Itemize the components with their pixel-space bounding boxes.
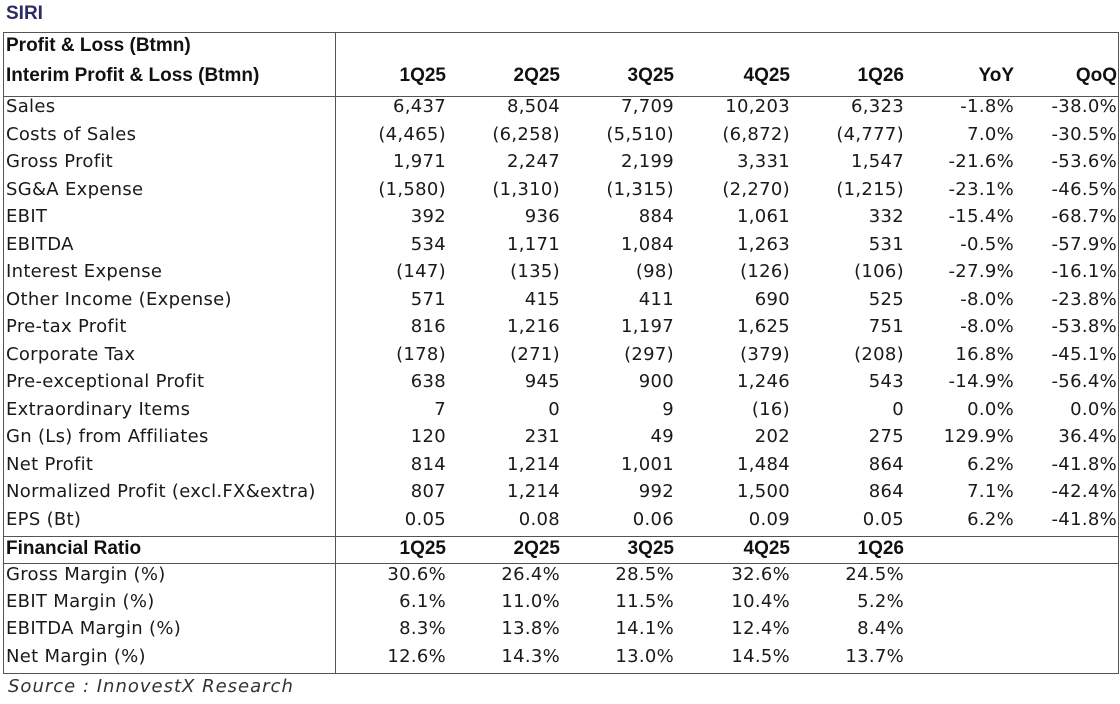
column-header: YoY (978, 65, 1014, 86)
qoq-cell: -42.4% (1051, 481, 1117, 502)
yoy-cell: -8.0% (960, 288, 1014, 310)
row-label: Extraordinary Items (6, 398, 191, 420)
row-label: Gross Margin (%) (6, 564, 166, 585)
ratio-title: Financial Ratio (6, 538, 142, 559)
row-label: Other Income (Expense) (6, 288, 232, 310)
table-cell: 6,323 (850, 96, 904, 117)
qoq-cell: -23.8% (1051, 288, 1117, 310)
table-cell: 0 (548, 398, 560, 420)
table-cell: 3,331 (736, 151, 790, 172)
qoq-cell: 36.4% (1058, 426, 1117, 447)
yoy-cell: 7.1% (967, 481, 1014, 502)
table-cell: 202 (754, 426, 790, 447)
table-cell: 10.4% (731, 591, 790, 613)
yoy-cell: 6.2% (967, 453, 1014, 475)
row-label: SG&A Expense (6, 178, 144, 200)
yoy-cell: 6.2% (967, 508, 1014, 530)
qoq-cell: -41.8% (1051, 453, 1117, 475)
table-cell: 30.6% (387, 564, 446, 585)
profit-loss-table (3, 32, 1119, 674)
table-cell: 1,061 (736, 206, 790, 227)
table-cell: 1,214 (506, 453, 560, 475)
table-cell: 9 (662, 398, 674, 420)
table-cell: 332 (868, 206, 904, 227)
qoq-cell: 0.0% (1070, 398, 1117, 420)
yoy-cell: 16.8% (955, 343, 1014, 365)
yoy-cell: -8.0% (960, 316, 1014, 337)
row-label: EBIT (6, 206, 48, 227)
row-label: Pre-tax Profit (6, 316, 127, 337)
yoy-cell: -1.8% (960, 96, 1014, 117)
table-cell: (297) (624, 343, 674, 365)
table-cell: (98) (635, 261, 674, 282)
table-row (4, 261, 1120, 289)
table-cell: 1,214 (506, 481, 560, 502)
table-cell: (6,872) (722, 123, 790, 145)
table-cell: 531 (868, 233, 904, 255)
table-cell: (1,315) (606, 178, 674, 200)
table-cell: 8.4% (857, 618, 904, 640)
row-label: EBIT Margin (%) (6, 591, 155, 613)
table-cell: 120 (410, 426, 446, 447)
table-row (4, 124, 1120, 152)
table-cell: 638 (410, 371, 446, 392)
table-cell: 14.5% (731, 645, 790, 667)
table-cell: 1,171 (506, 233, 560, 255)
table-cell: 884 (638, 206, 674, 227)
table-row (4, 234, 1120, 262)
qoq-cell: -46.5% (1051, 178, 1117, 200)
table-cell: 936 (524, 206, 560, 227)
table-cell: 1,625 (736, 316, 790, 337)
table-cell: 10,203 (725, 96, 790, 117)
row-label: EBITDA Margin (%) (6, 618, 182, 640)
table-cell: 26.4% (501, 564, 560, 585)
yoy-cell: 129.9% (943, 426, 1014, 447)
table-cell: 807 (410, 481, 446, 502)
table-cell: 6,437 (392, 96, 446, 117)
table-cell: (379) (740, 343, 790, 365)
table-cell: 1,084 (620, 233, 674, 255)
table-cell: 0.05 (404, 508, 446, 530)
ratio-column-header: 1Q26 (857, 538, 904, 559)
table-row (4, 151, 1120, 179)
table-cell: 814 (410, 453, 446, 475)
ratio-header-row (4, 538, 1120, 564)
table-cell: 0 (892, 398, 904, 420)
table-cell: (208) (854, 343, 904, 365)
table-cell: 1,484 (736, 453, 790, 475)
ratio-column-header: 1Q25 (399, 538, 446, 559)
table-row (4, 371, 1120, 399)
table-cell: 0.06 (632, 508, 674, 530)
table-cell: (1,310) (492, 178, 560, 200)
table-cell: (126) (740, 261, 790, 282)
yoy-cell: 0.0% (967, 398, 1014, 420)
column-header: 2Q25 (513, 65, 560, 86)
table-cell: 1,263 (736, 233, 790, 255)
table-row (4, 179, 1120, 207)
ratio-row (4, 564, 1120, 591)
table-cell: (1,580) (378, 178, 446, 200)
qoq-cell: -41.8% (1051, 508, 1117, 530)
row-label: Net Profit (6, 453, 94, 475)
ratio-column-header: 3Q25 (627, 538, 674, 559)
table-cell: 24.5% (845, 564, 904, 585)
source-note: Source : InnovestX Research (8, 676, 294, 697)
table-cell: 7 (434, 398, 446, 420)
row-label: Costs of Sales (6, 123, 137, 145)
table-cell: (2,270) (722, 178, 790, 200)
row-label: Normalized Profit (excl.FX&extra) (6, 481, 316, 502)
column-header: 1Q25 (399, 65, 446, 86)
yoy-cell: -23.1% (948, 178, 1014, 200)
table-cell: 1,971 (392, 151, 446, 172)
yoy-cell: -0.5% (960, 233, 1014, 255)
row-label: EBITDA (6, 233, 74, 255)
yoy-cell: -21.6% (948, 151, 1014, 172)
qoq-cell: -56.4% (1051, 371, 1117, 392)
row-label: Sales (6, 96, 56, 117)
table-row (4, 96, 1120, 124)
table-cell: 49 (650, 426, 674, 447)
ratio-column-header: 4Q25 (743, 538, 790, 559)
table-cell: (5,510) (606, 123, 674, 145)
table-cell: 13.7% (845, 645, 904, 667)
table-cell: 0.05 (862, 508, 904, 530)
qoq-cell: -53.8% (1051, 316, 1117, 337)
table-cell: 864 (868, 453, 904, 475)
table-cell: 415 (524, 288, 560, 310)
table-cell: 11.5% (615, 591, 674, 613)
table-cell: 1,216 (506, 316, 560, 337)
table-cell: (4,465) (378, 123, 446, 145)
table-cell: 28.5% (615, 564, 674, 585)
table-row (4, 426, 1120, 454)
yoy-cell: 7.0% (967, 123, 1014, 145)
qoq-cell: -30.5% (1051, 123, 1117, 145)
table-cell: 411 (638, 288, 674, 310)
table-cell: 864 (868, 481, 904, 502)
table-cell: 2,199 (620, 151, 674, 172)
table-cell: (16) (751, 398, 790, 420)
ratio-row (4, 646, 1120, 673)
row-label: Gn (Ls) from Affiliates (6, 426, 209, 447)
qoq-cell: -68.7% (1051, 206, 1117, 227)
table-cell: 12.4% (731, 618, 790, 640)
table-row (4, 509, 1120, 537)
table-cell: 14.1% (615, 618, 674, 640)
table-row (4, 454, 1120, 482)
table-cell: (4,777) (836, 123, 904, 145)
header-row-1 (4, 35, 1120, 65)
table-cell: 816 (410, 316, 446, 337)
qoq-cell: -16.1% (1051, 261, 1117, 282)
table-cell: 275 (868, 426, 904, 447)
table-cell: 13.8% (501, 618, 560, 640)
table-cell: 1,197 (620, 316, 674, 337)
table-cell: 690 (754, 288, 790, 310)
table-cell: 1,547 (850, 151, 904, 172)
yoy-cell: -27.9% (948, 261, 1014, 282)
row-label: Corporate Tax (6, 343, 136, 365)
table-cell: 7,709 (620, 96, 674, 117)
row-label: EPS (Bt) (6, 508, 82, 530)
table-title: Profit & Loss (Btmn) (6, 35, 191, 56)
table-cell: 14.3% (501, 645, 560, 667)
table-cell: (271) (510, 343, 560, 365)
table-cell: 12.6% (387, 645, 446, 667)
row-label: Gross Profit (6, 151, 113, 172)
table-cell: (6,258) (492, 123, 560, 145)
table-cell: 525 (868, 288, 904, 310)
table-row (4, 289, 1120, 317)
table-cell: 5.2% (857, 591, 904, 613)
header-row-2 (4, 65, 1120, 95)
row-label: Net Margin (%) (6, 645, 146, 667)
table-cell: (147) (396, 261, 446, 282)
table-cell: 945 (524, 371, 560, 392)
ratio-column-header: 2Q25 (513, 538, 560, 559)
column-header: 1Q26 (857, 65, 904, 86)
row-label: Interest Expense (6, 261, 163, 282)
table-row (4, 399, 1120, 427)
ratio-row (4, 618, 1120, 645)
company-ticker: SIRI (6, 3, 43, 24)
table-cell: 0.08 (518, 508, 560, 530)
qoq-cell: -38.0% (1051, 96, 1117, 117)
row-label: Pre-exceptional Profit (6, 371, 205, 392)
table-cell: 8.3% (399, 618, 446, 640)
ratio-divider-top (4, 536, 1118, 537)
table-row (4, 206, 1120, 234)
table-cell: 11.0% (501, 591, 560, 613)
table-cell: 534 (410, 233, 446, 255)
column-header: 4Q25 (743, 65, 790, 86)
table-cell: 8,504 (506, 96, 560, 117)
ratio-row (4, 591, 1120, 618)
yoy-cell: -14.9% (948, 371, 1014, 392)
table-cell: 1,500 (736, 481, 790, 502)
qoq-cell: -57.9% (1051, 233, 1117, 255)
table-cell: 13.0% (615, 645, 674, 667)
table-cell: (135) (510, 261, 560, 282)
table-cell: (106) (854, 261, 904, 282)
table-cell: (1,215) (836, 178, 904, 200)
table-cell: 900 (638, 371, 674, 392)
table-cell: 543 (868, 371, 904, 392)
table-cell: 231 (524, 426, 560, 447)
table-cell: 992 (638, 481, 674, 502)
qoq-cell: -45.1% (1051, 343, 1117, 365)
table-cell: 2,247 (506, 151, 560, 172)
table-cell: 1,246 (736, 371, 790, 392)
qoq-cell: -53.6% (1051, 151, 1117, 172)
table-cell: 392 (410, 206, 446, 227)
table-cell: 32.6% (731, 564, 790, 585)
table-cell: (178) (396, 343, 446, 365)
column-header: QoQ (1075, 65, 1117, 86)
column-header: 3Q25 (627, 65, 674, 86)
table-cell: 751 (868, 316, 904, 337)
table-cell: 1,001 (620, 453, 674, 475)
table-cell: 6.1% (399, 591, 446, 613)
table-cell: 0.09 (748, 508, 790, 530)
table-subtitle: Interim Profit & Loss (Btmn) (6, 65, 260, 86)
table-cell: 571 (410, 288, 446, 310)
table-row (4, 316, 1120, 344)
table-row (4, 481, 1120, 509)
yoy-cell: -15.4% (948, 206, 1014, 227)
table-row (4, 344, 1120, 372)
